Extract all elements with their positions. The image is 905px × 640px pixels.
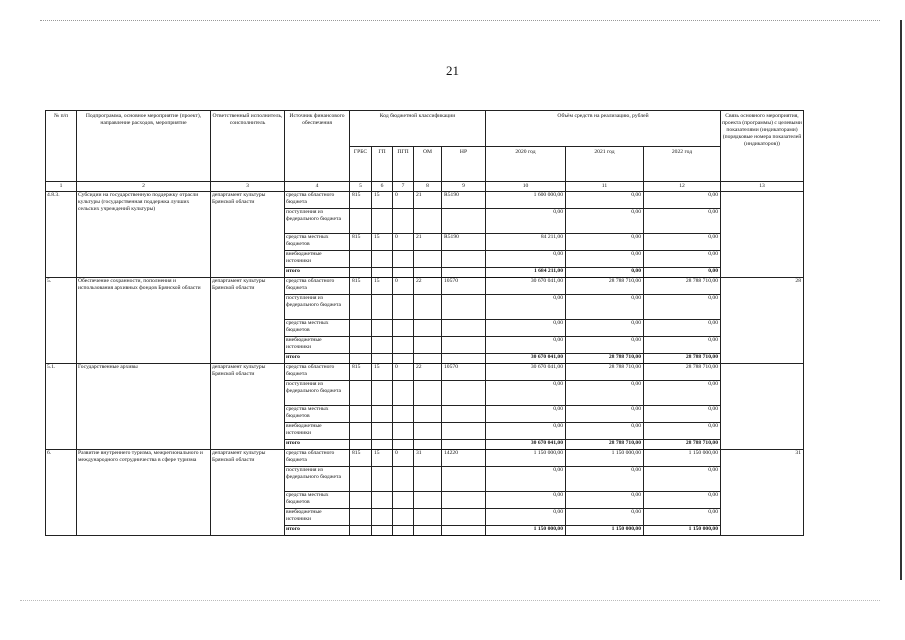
header-gp: ГП (372, 147, 393, 182)
code-nr: R5190 (442, 192, 486, 209)
code-pgp (393, 440, 414, 450)
amount-2020: 0,00 (486, 337, 566, 354)
amount-2020: 0,00 (486, 509, 566, 526)
code-nr: 10570 (442, 278, 486, 295)
column-number: 8 (414, 182, 442, 192)
amount-2022: 28 788 710,00 (644, 440, 721, 450)
code-gp (372, 492, 393, 509)
header-2021: 2021 год (566, 147, 644, 182)
amount-2022: 0,00 (644, 406, 721, 423)
code-nr (442, 381, 486, 406)
code-gp (372, 295, 393, 320)
amount-2021: 0,00 (566, 509, 644, 526)
column-number: 13 (721, 182, 804, 192)
code-nr (442, 467, 486, 492)
code-gp (372, 406, 393, 423)
funding-source: средства местных бюджетов (285, 320, 350, 337)
code-om (414, 320, 442, 337)
amount-2022: 0,00 (644, 251, 721, 268)
indicator-link (721, 364, 804, 450)
code-om (414, 492, 442, 509)
code-grbs (350, 295, 372, 320)
amount-2021: 0,00 (566, 209, 644, 234)
amount-2021: 0,00 (566, 192, 644, 209)
amount-2020: 0,00 (486, 320, 566, 337)
amount-2022: 0,00 (644, 337, 721, 354)
code-grbs (350, 337, 372, 354)
table-row (46, 450, 804, 467)
funding-source: итого (285, 526, 350, 536)
code-gp (372, 440, 393, 450)
budget-table (45, 110, 804, 536)
code-om: 31 (414, 450, 442, 467)
amount-2022: 28 788 710,00 (644, 354, 721, 364)
item-name: Развитие внутреннего туризма, межрегионального и международного сотрудничества в сфере туризма (77, 450, 211, 536)
item-executor: департамент культуры Брянской области (211, 364, 285, 450)
code-pgp (393, 337, 414, 354)
code-nr: 14220 (442, 450, 486, 467)
header-2020: 2020 год (486, 147, 566, 182)
code-grbs (350, 320, 372, 337)
code-grbs: 815 (350, 364, 372, 381)
header-pgp: ПГП (393, 147, 414, 182)
code-grbs: 815 (350, 278, 372, 295)
code-pgp: 0 (393, 234, 414, 251)
funding-source: внебюджетные источники (285, 337, 350, 354)
header-grbs: ГРБС (350, 147, 372, 182)
amount-2021: 0,00 (566, 492, 644, 509)
amount-2020: 0,00 (486, 295, 566, 320)
funding-source: поступления из федерального бюджета (285, 295, 350, 320)
column-number: 9 (442, 182, 486, 192)
amount-2021: 0,00 (566, 381, 644, 406)
funding-source: средства областного бюджета (285, 192, 350, 209)
indicator-link: 31 (721, 450, 804, 536)
amount-2022: 0,00 (644, 320, 721, 337)
column-number: 4 (285, 182, 350, 192)
amount-2020: 30 670 041,00 (486, 364, 566, 381)
code-nr (442, 251, 486, 268)
amount-2020: 1 684 211,00 (486, 268, 566, 278)
code-om (414, 440, 442, 450)
code-om (414, 268, 442, 278)
code-nr (442, 526, 486, 536)
code-grbs: 815 (350, 234, 372, 251)
funding-source: поступления из федерального бюджета (285, 381, 350, 406)
amount-2022: 0,00 (644, 381, 721, 406)
amount-2021: 0,00 (566, 423, 644, 440)
code-grbs (350, 423, 372, 440)
code-pgp (393, 492, 414, 509)
code-nr (442, 423, 486, 440)
amount-2021: 0,00 (566, 268, 644, 278)
code-nr (442, 492, 486, 509)
code-om: 22 (414, 278, 442, 295)
code-grbs (350, 509, 372, 526)
code-grbs (350, 251, 372, 268)
code-grbs (350, 440, 372, 450)
code-pgp (393, 354, 414, 364)
item-number: 6. (46, 450, 77, 536)
column-number: 10 (486, 182, 566, 192)
code-grbs (350, 526, 372, 536)
funding-source: средства областного бюджета (285, 364, 350, 381)
amount-2020: 1 600 000,00 (486, 192, 566, 209)
code-grbs (350, 268, 372, 278)
scan-bottom-noise (20, 600, 880, 601)
code-om (414, 406, 442, 423)
amount-2020: 1 150 000,00 (486, 526, 566, 536)
code-nr (442, 337, 486, 354)
amount-2022: 0,00 (644, 509, 721, 526)
code-nr (442, 406, 486, 423)
code-gp (372, 337, 393, 354)
code-pgp (393, 423, 414, 440)
funding-source: средства областного бюджета (285, 278, 350, 295)
code-nr: 10570 (442, 364, 486, 381)
funding-source: средства местных бюджетов (285, 234, 350, 251)
code-gp: 15 (372, 278, 393, 295)
code-pgp: 0 (393, 192, 414, 209)
column-number: 7 (393, 182, 414, 192)
code-om (414, 354, 442, 364)
code-om (414, 337, 442, 354)
funding-source: внебюджетные источники (285, 251, 350, 268)
code-pgp (393, 381, 414, 406)
code-pgp (393, 320, 414, 337)
code-pgp: 0 (393, 450, 414, 467)
amount-2022: 28 788 710,00 (644, 364, 721, 381)
page-number: 21 (446, 63, 459, 78)
item-name: Субсидии на государственную поддержку отрасли культуры (государственная поддержка лучших сельских учреждений культуры) (77, 192, 211, 278)
code-pgp (393, 268, 414, 278)
code-om (414, 381, 442, 406)
column-number: 6 (372, 182, 393, 192)
amount-2021: 0,00 (566, 234, 644, 251)
table-body (46, 192, 804, 536)
code-gp (372, 526, 393, 536)
code-gp (372, 209, 393, 234)
amount-2022: 1 150 000,00 (644, 450, 721, 467)
item-name: Государственные архивы (77, 364, 211, 450)
code-pgp (393, 526, 414, 536)
amount-2020: 0,00 (486, 251, 566, 268)
funding-source: средства местных бюджетов (285, 406, 350, 423)
column-number: 2 (77, 182, 211, 192)
code-pgp: 0 (393, 364, 414, 381)
amount-2020: 0,00 (486, 381, 566, 406)
code-om (414, 295, 442, 320)
code-gp (372, 509, 393, 526)
amount-2022: 0,00 (644, 234, 721, 251)
code-grbs (350, 492, 372, 509)
amount-2022: 0,00 (644, 467, 721, 492)
amount-2022: 0,00 (644, 192, 721, 209)
item-name: Обеспечение сохранности, пополнения и использования архивных фондов Брянской области (77, 278, 211, 364)
code-pgp (393, 509, 414, 526)
amount-2022: 0,00 (644, 492, 721, 509)
code-pgp (393, 467, 414, 492)
code-gp: 15 (372, 192, 393, 209)
amount-2021: 0,00 (566, 295, 644, 320)
funding-source: итого (285, 354, 350, 364)
amount-2020: 0,00 (486, 492, 566, 509)
header-om: ОМ (414, 147, 442, 182)
item-number: 5. (46, 278, 77, 364)
amount-2021: 1 150 000,00 (566, 450, 644, 467)
code-nr (442, 440, 486, 450)
code-om: 21 (414, 192, 442, 209)
funding-source: средства областного бюджета (285, 450, 350, 467)
amount-2021: 0,00 (566, 337, 644, 354)
code-gp (372, 354, 393, 364)
header-volume: Объём средств на реализацию, рублей (486, 111, 721, 147)
amount-2022: 1 150 000,00 (644, 526, 721, 536)
code-gp (372, 381, 393, 406)
code-pgp (393, 209, 414, 234)
code-om (414, 209, 442, 234)
funding-source: поступления из федерального бюджета (285, 467, 350, 492)
funding-source: внебюджетные источники (285, 423, 350, 440)
code-gp: 15 (372, 364, 393, 381)
header-nr: НР (442, 147, 486, 182)
table-row (46, 364, 804, 381)
amount-2020: 0,00 (486, 423, 566, 440)
amount-2021: 28 788 710,00 (566, 364, 644, 381)
column-number: 1 (46, 182, 77, 192)
code-nr: R5190 (442, 234, 486, 251)
column-number: 3 (211, 182, 285, 192)
item-executor: департамент культуры Брянской области (211, 450, 285, 536)
amount-2020: 1 150 000,00 (486, 450, 566, 467)
code-grbs (350, 406, 372, 423)
amount-2022: 28 788 710,00 (644, 278, 721, 295)
funding-source: итого (285, 440, 350, 450)
column-number: 12 (644, 182, 721, 192)
code-grbs: 815 (350, 450, 372, 467)
code-grbs (350, 467, 372, 492)
item-number: 4.8.3. (46, 192, 77, 278)
code-nr (442, 209, 486, 234)
amount-2022: 0,00 (644, 268, 721, 278)
code-gp (372, 423, 393, 440)
table-row (46, 278, 804, 295)
code-pgp: 0 (393, 278, 414, 295)
amount-2020: 0,00 (486, 467, 566, 492)
code-om (414, 526, 442, 536)
funding-source: средства местных бюджетов (285, 492, 350, 509)
header-source: Источник финансового обеспечения (285, 111, 350, 182)
code-gp: 15 (372, 450, 393, 467)
code-om (414, 423, 442, 440)
amount-2021: 0,00 (566, 251, 644, 268)
scan-top-edge (40, 20, 880, 21)
code-pgp (393, 295, 414, 320)
scan-right-edge (900, 20, 902, 580)
code-gp (372, 268, 393, 278)
amount-2020: 0,00 (486, 209, 566, 234)
code-om (414, 251, 442, 268)
code-om: 21 (414, 234, 442, 251)
amount-2020: 30 670 041,00 (486, 278, 566, 295)
code-gp (372, 251, 393, 268)
amount-2021: 1 150 000,00 (566, 526, 644, 536)
code-pgp (393, 251, 414, 268)
header-name: Подпрограмма, основное мероприятие (проект), направление расходов, мероприятие (77, 111, 211, 182)
code-pgp (393, 406, 414, 423)
column-number: 5 (350, 182, 372, 192)
amount-2021: 0,00 (566, 406, 644, 423)
column-number-row (46, 182, 804, 192)
code-nr (442, 268, 486, 278)
code-nr (442, 320, 486, 337)
table-row (46, 192, 804, 209)
item-executor: департамент культуры Брянской области (211, 192, 285, 278)
amount-2020: 30 670 041,00 (486, 440, 566, 450)
code-gp (372, 467, 393, 492)
code-grbs: 815 (350, 192, 372, 209)
amount-2022: 0,00 (644, 295, 721, 320)
code-grbs (350, 381, 372, 406)
funding-source: поступления из федерального бюджета (285, 209, 350, 234)
amount-2020: 30 670 041,00 (486, 354, 566, 364)
header-num: № п/п (46, 111, 77, 182)
header-kbk: Код бюджетной классификации (350, 111, 486, 147)
code-grbs (350, 354, 372, 364)
amount-2021: 0,00 (566, 320, 644, 337)
indicator-link: 28 (721, 278, 804, 364)
amount-2021: 0,00 (566, 467, 644, 492)
indicator-link (721, 192, 804, 278)
code-om (414, 467, 442, 492)
code-nr (442, 295, 486, 320)
header-2022: 2022 год (644, 147, 721, 182)
item-executor: департамент культуры Брянской области (211, 278, 285, 364)
amount-2022: 0,00 (644, 423, 721, 440)
funding-source: итого (285, 268, 350, 278)
code-nr (442, 509, 486, 526)
table-header (46, 111, 804, 192)
header-executor: Ответственный исполнитель, соисполнитель (211, 111, 285, 182)
code-om (414, 509, 442, 526)
amount-2021: 28 788 710,00 (566, 278, 644, 295)
budget-table-container (45, 110, 804, 536)
funding-source: внебюджетные источники (285, 509, 350, 526)
column-number: 11 (566, 182, 644, 192)
amount-2021: 28 788 710,00 (566, 354, 644, 364)
amount-2020: 84 211,00 (486, 234, 566, 251)
item-number: 5.1. (46, 364, 77, 450)
code-grbs (350, 209, 372, 234)
code-gp: 15 (372, 234, 393, 251)
amount-2022: 0,00 (644, 209, 721, 234)
amount-2020: 0,00 (486, 406, 566, 423)
amount-2021: 28 788 710,00 (566, 440, 644, 450)
code-om: 22 (414, 364, 442, 381)
header-link: Связь основного мероприятия, проекта (программы) с целевыми показателями (индикаторами) (порядковые номера показателей (индикаторов)) (721, 111, 804, 182)
code-gp (372, 320, 393, 337)
code-nr (442, 354, 486, 364)
